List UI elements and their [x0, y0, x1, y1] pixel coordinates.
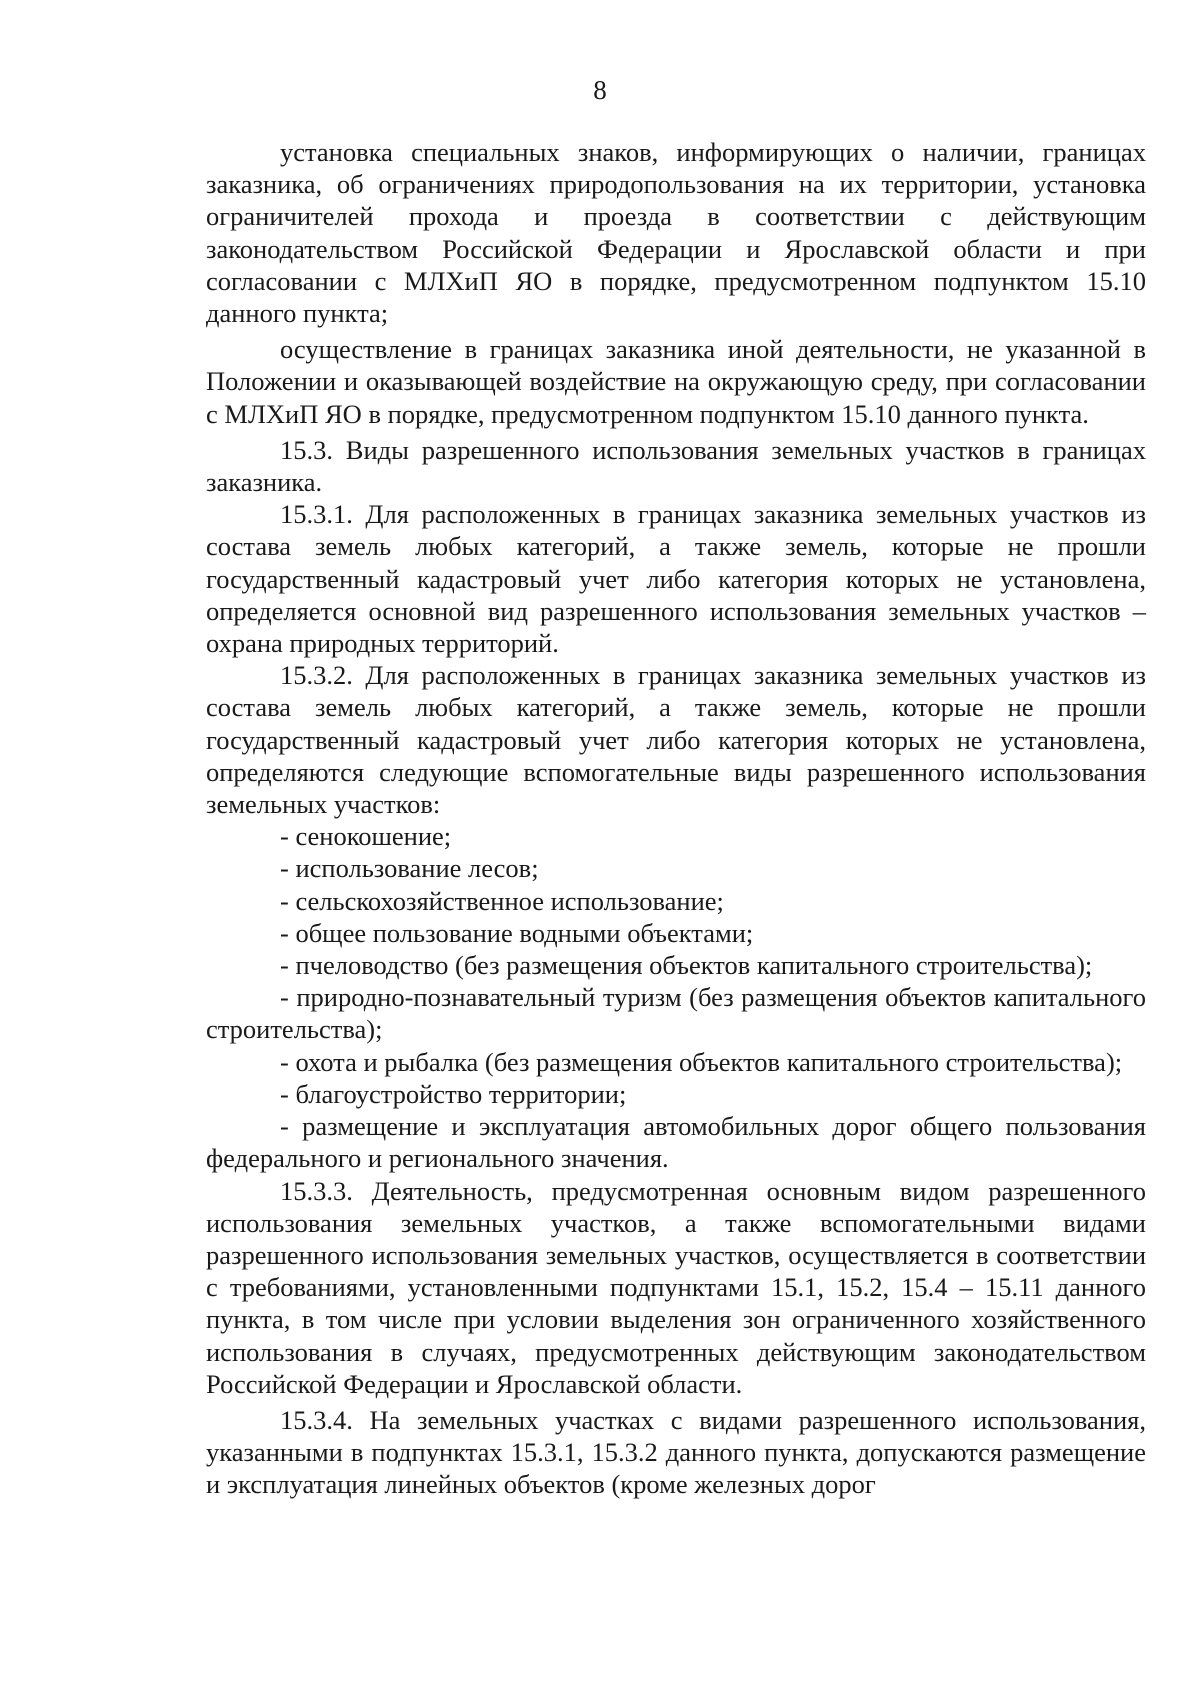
paragraph: 15.3.1. Для расположенных в границах заказника земельных участков из состава земель любых категорий, а также земель, которые не прошли государственный кадастровый учет либо категория которых не установлена, определяется основной вид разрешенного использования земельных участков – охрана природных территорий. [206, 499, 1146, 659]
paragraph: 15.3.3. Деятельность, предусмотренная основным видом разрешенного использования земельных участков, а также вспомогательными видами разрешенного использования земельных участков, осуществляется в соответствии с требованиями, установленными подпунктами 15.1, 15.2, 15.4 – 15.11 данного пункта, в том числе при условии выделения зон ограниченного хозяйственного использования в случаях, предусмотренных действующим законодательством Российской Федерации и Ярославской области. [206, 1175, 1146, 1399]
document-body [206, 136, 1146, 1501]
list-item: - благоустройство территории; [280, 1078, 627, 1109]
list-item: - общее пользование водными объектами; [280, 917, 754, 948]
list-item: - природно-познавательный туризм (без размещения объектов капитального строительства); [206, 982, 1146, 1045]
paragraph: 15.3.2. Для расположенных в границах заказника земельных участков из состава земель любых категорий, а также земель, которые не прошли государственный кадастровый учет либо категория которых не установлена, определяются следующие вспомогательные виды разрешенного использования земельных участков: [206, 660, 1146, 820]
list-item: - сельскохозяйственное использование; [280, 885, 724, 916]
list-item: - охота и рыбалка (без размещения объектов капитального строительства); [280, 1046, 1123, 1077]
section-heading: 15.3. Виды разрешенного использования земельных участков в границах заказника. [206, 434, 1146, 498]
paragraph: 15.3.4. На земельных участках с видами разрешенного использования, указанными в подпунктах 15.3.1, 15.3.2 данного пункта, допускаются размещение и эксплуатация линейных объектов (кроме железных дорог [206, 1404, 1146, 1500]
paragraph: осуществление в границах заказника иной деятельности, не указанной в Положении и оказывающей воздействие на окружающую среду, при согласовании с МЛХиП ЯО в порядке, предусмотренном подпунктом 15.10 данного пункта. [206, 334, 1146, 429]
paragraph: установка специальных знаков, информирующих о наличии, границах заказника, об ограничениях природопользования на их территории, установка ограничителей прохода и проезда в соответствии с действующим законодательством Российской Федерации и Ярославской области и при согласовании с МЛХиП ЯО в порядке, предусмотренном подпунктом 15.10 данного пункта; [206, 137, 1146, 329]
list-item: - использование лесов; [280, 853, 539, 884]
list-item: - размещение и эксплуатация автомобильных дорог общего пользования федерального и регионального значения. [206, 1111, 1146, 1174]
page-number: 8 [593, 75, 607, 105]
list-item: - сенокошение; [280, 821, 452, 852]
list-item: - пчеловодство (без размещения объектов капитального строительства); [280, 950, 1093, 981]
